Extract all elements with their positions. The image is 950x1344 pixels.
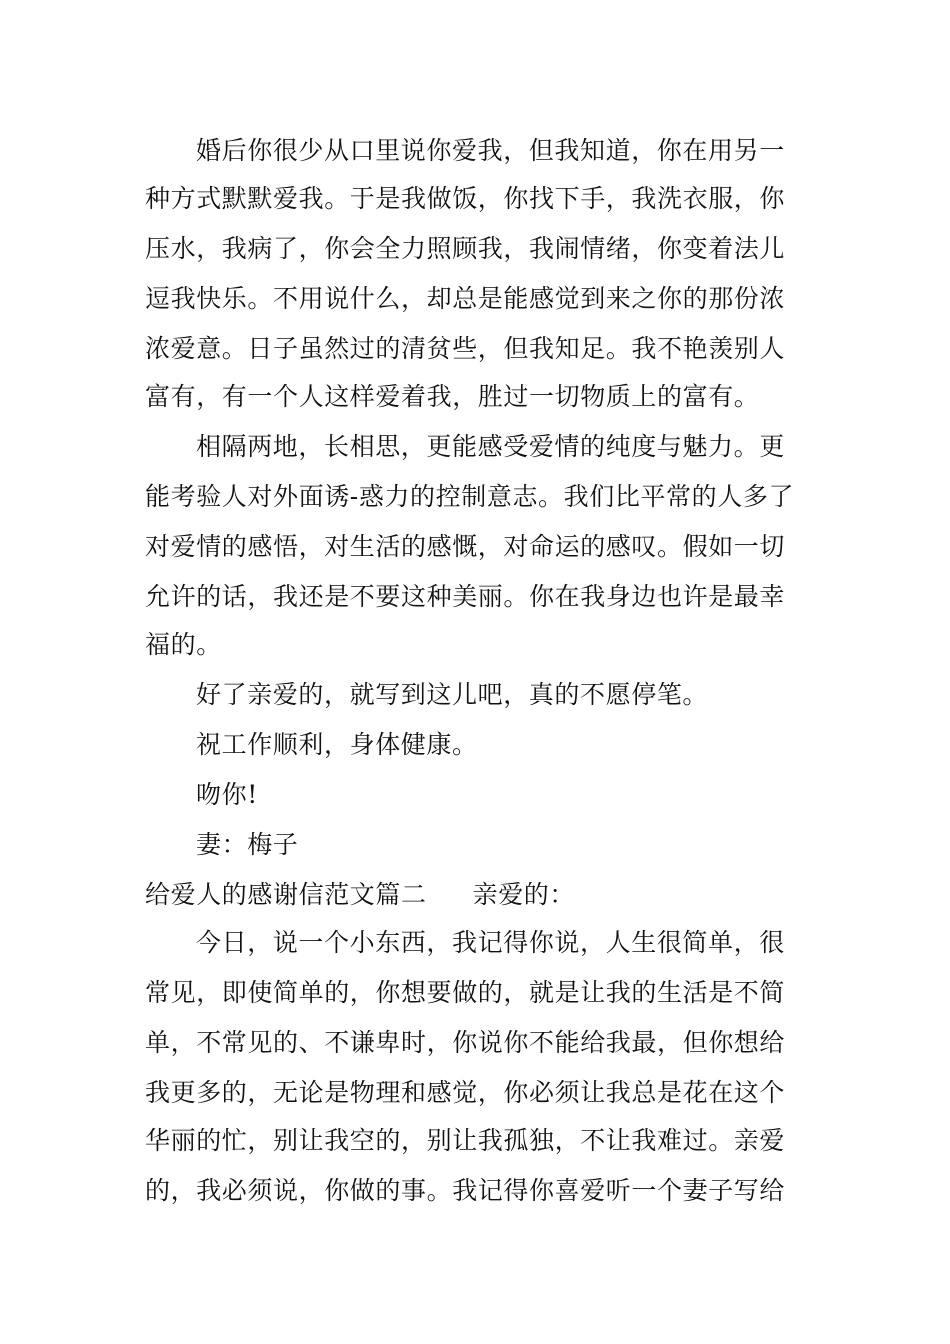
paragraph-line: 相隔两地，长相思，更能感受爱情的纯度与魅力。更 [196,432,785,461]
signature-line: 妻：梅子 [196,830,299,859]
paragraph-line: 的，我必须说，你做的事。我记得你喜爱听一个妻子写给 [145,1176,786,1205]
paragraph-line: 我更多的，无论是物理和感觉，你必须让我总是花在这个 [145,1078,786,1107]
closing-line: 祝工作顺利，身体健康。 [196,730,478,759]
closing-line: 好了亲爱的，就写到这儿吧，真的不愿停笔。 [196,680,709,709]
closing-line: 吻你! [196,780,258,809]
paragraph-line: 福的。 [145,630,222,659]
paragraph-line: 婚后你很少从口里说你爱我，但我知道，你在用另一 [196,136,785,165]
paragraph-line: 华丽的忙，别让我空的，别让我孤独，不让我难过。亲爱 [145,1126,786,1155]
paragraph-line: 允许的话，我还是不要这种美丽。你在我身边也许是最幸 [145,582,786,611]
paragraph-line: 对爱情的感悟，对生活的感慨，对命运的感叹。假如一切 [145,532,786,561]
paragraph-line: 能考验人对外面诱-惑力的控制意志。我们比平常的人多了 [145,482,795,511]
paragraph-line: 压水，我病了，你会全力照顾我，我闹情绪，你变着法儿 [145,234,786,263]
paragraph-line: 浓爱意。日子虽然过的清贫些，但我知足。我不艳羡别人 [145,334,786,363]
paragraph-line: 逗我快乐。不用说什么，却总是能感觉到来之你的那份浓 [145,284,786,313]
paragraph-line: 常见，即使简单的，你想要做的，就是让我的生活是不简 [145,978,786,1007]
paragraph-line: 今日，说一个小东西，我记得你说，人生很简单，很 [196,928,785,957]
paragraph-line: 单，不常见的、不谦卑时，你说你不能给我最，但你想给 [145,1028,786,1057]
paragraph-line: 种方式默默爱我。于是我做饭，你找下手，我洗衣服，你 [145,184,786,213]
salutation: 亲爱的： [472,880,576,909]
section-heading-line [145,877,575,913]
section-heading: 给爱人的感谢信范文篇二 [145,880,427,909]
paragraph-line: 富有，有一个人这样爱着我，胜过一切物质上的富有。 [145,382,760,411]
